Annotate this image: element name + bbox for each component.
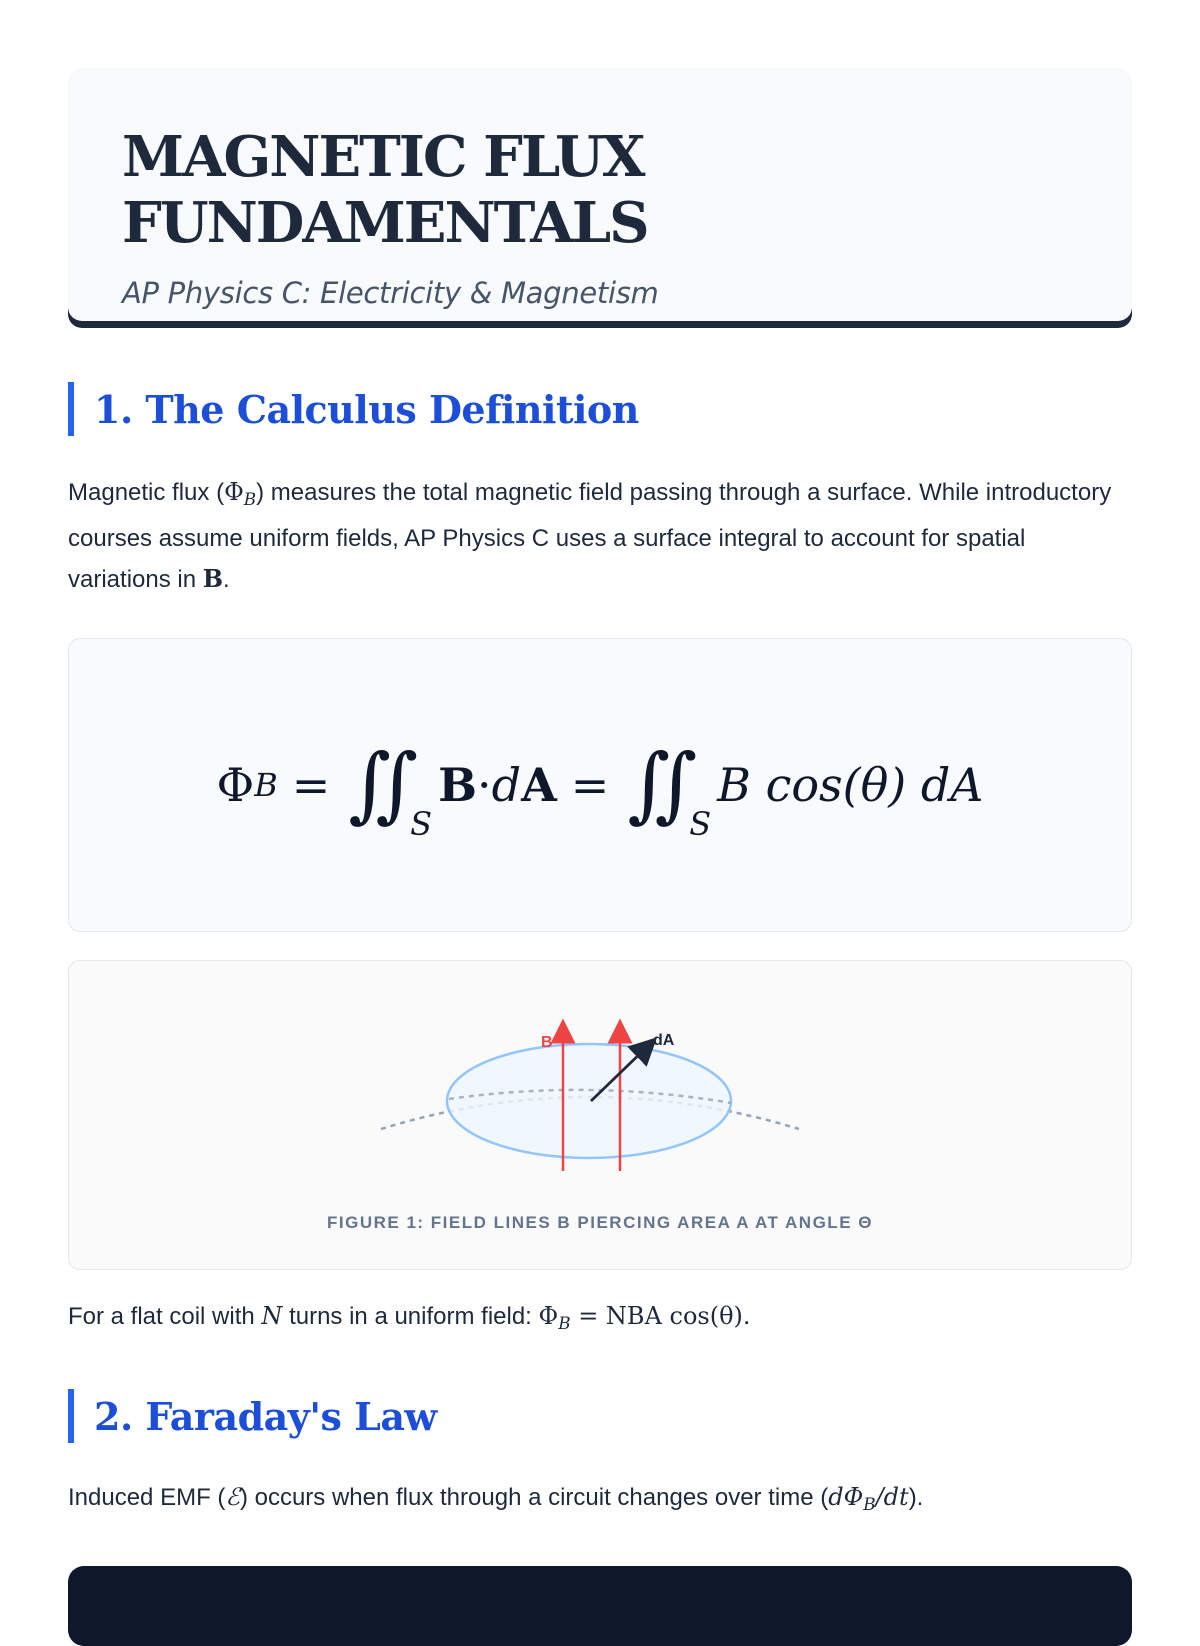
coil-phi-sub: B xyxy=(558,1313,571,1334)
faraday-text-3: ). xyxy=(908,1484,924,1512)
page-title-line2: FUNDAMENTALS xyxy=(122,190,648,256)
flux-equation-box xyxy=(68,638,1132,932)
integral-sign-1: ∬ xyxy=(348,737,401,833)
label-da: dA xyxy=(653,1032,675,1050)
coil-formula: = NBA cos(θ). xyxy=(570,1302,751,1331)
eq-equals-1: = xyxy=(291,758,331,813)
eq-vec-b: B xyxy=(438,758,477,813)
coil-text-1: For a flat coil with xyxy=(68,1303,262,1331)
phi-symbol: Φ xyxy=(224,478,244,506)
phi-subscript: B xyxy=(243,489,257,510)
eq-vec-a: A xyxy=(521,758,557,813)
emf-symbol: ℰ xyxy=(225,1483,240,1512)
page-subtitle: AP Physics C: Electricity & Magnetism xyxy=(122,276,659,310)
eq-d: d xyxy=(491,758,522,813)
section-heading-calculus-definition: 1. The Calculus Definition xyxy=(68,382,1132,436)
label-b: B xyxy=(541,1034,553,1052)
faraday-text-2: ) occurs when flux through a circuit changes over time ( xyxy=(239,1484,829,1512)
eq-rhs: B cos(θ) dA xyxy=(717,758,984,813)
flux-figure xyxy=(68,960,1132,1270)
page-title-line1: MAGNETIC FLUX xyxy=(122,124,644,190)
surface-integral-2 xyxy=(627,737,712,844)
flux-equation xyxy=(216,737,984,844)
section-heading-faradays-law: 2. Faraday's Law xyxy=(68,1389,1132,1443)
faraday-intro-paragraph xyxy=(68,1477,1132,1524)
eq-dot: · xyxy=(476,758,492,813)
code-panel xyxy=(68,1566,1132,1646)
surface-area-ellipse xyxy=(447,1044,731,1158)
intro-text-1: Magnetic flux ( xyxy=(68,479,225,506)
flux-rate-sub: B xyxy=(863,1494,876,1515)
integral-sign-2: ∬ xyxy=(627,737,680,833)
eq-phi: Φ xyxy=(216,758,255,813)
flux-rate-rest: /dt xyxy=(875,1483,909,1512)
surface-integral-1 xyxy=(348,737,433,844)
figure-caption: FIGURE 1: FIELD LINES B PIERCING AREA A AT ANGLE Θ xyxy=(327,1213,873,1233)
title-card xyxy=(68,68,1132,328)
calculus-intro-paragraph xyxy=(68,472,1132,600)
integral-surface-1: S xyxy=(410,805,433,844)
integral-surface-2: S xyxy=(689,805,712,844)
coil-phi: Φ xyxy=(538,1302,559,1331)
faraday-text-1: Induced EMF ( xyxy=(68,1484,226,1512)
intro-text-2: ) measures the total magnetic field passing through a surface. While introductory courses assume uniform fields, AP Physics C uses a surface integral to account for spatial variations in xyxy=(68,479,1112,594)
vector-b-symbol: B xyxy=(202,564,224,594)
intro-text-3: . xyxy=(223,566,230,594)
coil-text-2: turns in a uniform field: xyxy=(282,1303,539,1331)
page-title xyxy=(122,124,1078,256)
coil-note-paragraph xyxy=(68,1296,1132,1343)
flux-rate: dΦ xyxy=(828,1483,864,1512)
eq-phi-sub: B xyxy=(254,766,278,805)
coil-n: N xyxy=(261,1302,283,1331)
eq-equals-2: = xyxy=(570,758,610,813)
